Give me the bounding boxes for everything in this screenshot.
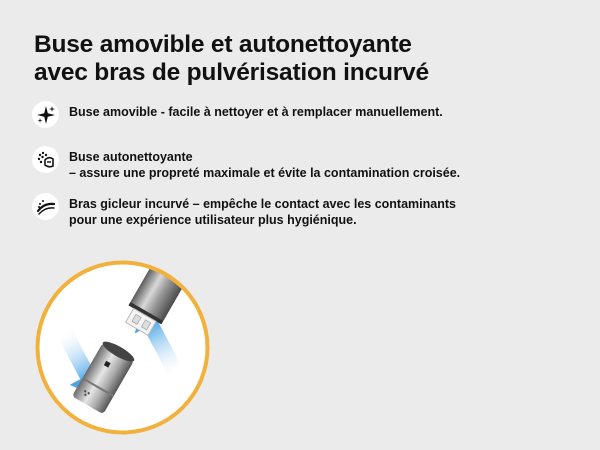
feature-line: Buse amovible - facile à nettoyer et à remplacer manuellement.: [69, 105, 443, 119]
nozzle-illustration: [35, 260, 210, 435]
feature-text: [69, 149, 460, 181]
heading: [34, 31, 574, 87]
curved-arm-icon: [32, 193, 59, 220]
feature-line: pour une expérience utilisateur plus hygiénique.: [69, 213, 357, 227]
feature-line: Buse autonettoyante: [69, 150, 193, 164]
feature-text: [69, 104, 443, 120]
sparkle-icon: [32, 101, 59, 128]
spray-clean-icon: [32, 146, 59, 173]
feature-line: – assure une propreté maximale et évite la contamination croisée.: [69, 166, 461, 180]
feature-line: Bras gicleur incurvé – empêche le contact avec les contaminants: [69, 197, 456, 211]
feature-text: [69, 196, 456, 228]
heading-line-1: Buse amovible et autonettoyante: [34, 31, 412, 58]
heading-line-2: avec bras de pulvérisation incurvé: [34, 59, 429, 86]
